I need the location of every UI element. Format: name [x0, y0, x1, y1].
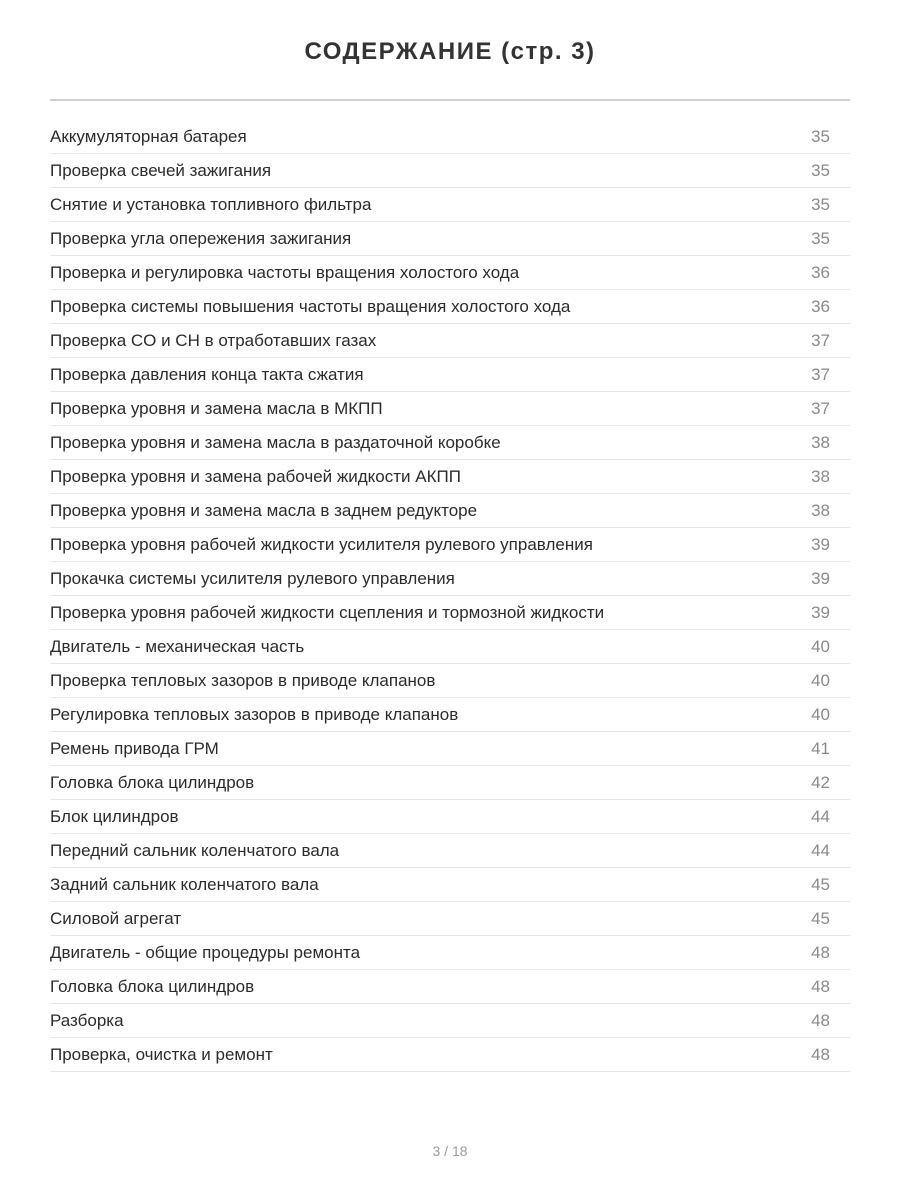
toc-entry[interactable]	[50, 902, 850, 936]
toc-entry-title: Проверка и регулировка частоты вращения холостого хода	[50, 262, 520, 282]
toc-entry-page-number: 39	[811, 568, 830, 588]
toc-entry-page-number: 38	[811, 500, 830, 520]
toc-entry-page-number: 35	[811, 126, 830, 146]
toc-entry-title: Регулировка тепловых зазоров в приводе клапанов	[50, 704, 459, 724]
toc-entry-page-number: 40	[811, 704, 830, 724]
page-title: СОДЕРЖАНИЕ (стр. 3)	[304, 38, 596, 65]
toc-entry-page-number: 42	[811, 772, 830, 792]
toc-entry-page-number: 35	[811, 194, 830, 214]
toc-entry-page-number: 40	[811, 636, 830, 656]
toc-entry[interactable]	[50, 392, 850, 426]
toc-entry[interactable]	[50, 562, 850, 596]
toc-entry[interactable]	[50, 834, 850, 868]
toc-entry-title: Силовой агрегат	[50, 908, 182, 928]
toc-entry-title: Снятие и установка топливного фильтра	[50, 194, 372, 214]
toc-entry-page-number: 37	[811, 398, 830, 418]
toc-entry[interactable]	[50, 426, 850, 460]
toc-entry-title: Двигатель - общие процедуры ремонта	[50, 942, 361, 962]
toc-entry-title: Проверка уровня и замена рабочей жидкости АКПП	[50, 466, 461, 486]
toc-entry-page-number: 40	[811, 670, 830, 690]
toc-entry[interactable]	[50, 970, 850, 1004]
toc-entry-page-number: 39	[811, 602, 830, 622]
toc-entry[interactable]	[50, 460, 850, 494]
toc-entry-title: Головка блока цилиндров	[50, 976, 255, 996]
toc-entry-page-number: 45	[811, 908, 830, 928]
toc-entry-title: Проверка системы повышения частоты вращения холостого хода	[50, 296, 571, 316]
toc-entry[interactable]	[50, 290, 850, 324]
toc-entry-page-number: 41	[811, 738, 830, 758]
toc-entry-page-number: 37	[811, 364, 830, 384]
title-divider	[50, 99, 850, 101]
toc-entry-title: Двигатель - механическая часть	[50, 636, 305, 656]
toc-entry[interactable]	[50, 528, 850, 562]
toc-entry-page-number: 39	[811, 534, 830, 554]
toc-entry-page-number: 36	[811, 262, 830, 282]
toc-entry-page-number: 48	[811, 976, 830, 996]
toc-entry-page-number: 38	[811, 432, 830, 452]
toc-entry-page-number: 48	[811, 942, 830, 962]
toc-entry[interactable]	[50, 868, 850, 902]
toc-entry-page-number: 36	[811, 296, 830, 316]
toc-entry[interactable]	[50, 698, 850, 732]
page-indicator: 3 / 18	[432, 1143, 468, 1159]
toc-entry[interactable]	[50, 1004, 850, 1038]
toc-entry-title: Разборка	[50, 1010, 124, 1030]
toc-entry[interactable]	[50, 732, 850, 766]
toc-entry-title: Проверка уровня и замена масла в заднем редукторе	[50, 500, 478, 520]
toc-entry[interactable]	[50, 154, 850, 188]
table-of-contents	[50, 120, 850, 1072]
toc-entry-page-number: 37	[811, 330, 830, 350]
toc-entry-title: Проверка угла опережения зажигания	[50, 228, 352, 248]
toc-entry[interactable]	[50, 222, 850, 256]
toc-entry[interactable]	[50, 494, 850, 528]
toc-entry[interactable]	[50, 256, 850, 290]
toc-entry-page-number: 44	[811, 806, 830, 826]
toc-entry[interactable]	[50, 358, 850, 392]
toc-entry-title: Проверка свечей зажигания	[50, 160, 272, 180]
toc-entry-title: Проверка CO и CH в отработавших газах	[50, 330, 377, 350]
toc-entry[interactable]	[50, 1038, 850, 1072]
toc-entry[interactable]	[50, 324, 850, 358]
toc-entry[interactable]	[50, 800, 850, 834]
toc-entry-title: Ремень привода ГРМ	[50, 738, 219, 758]
toc-entry-title: Проверка давления конца такта сжатия	[50, 364, 364, 384]
toc-entry[interactable]	[50, 630, 850, 664]
toc-entry[interactable]	[50, 596, 850, 630]
toc-entry-title: Проверка уровня и замена масла в раздаточной коробке	[50, 432, 501, 452]
toc-entry-title: Проверка уровня рабочей жидкости сцепления и тормозной жидкости	[50, 602, 605, 622]
toc-entry-title: Головка блока цилиндров	[50, 772, 255, 792]
toc-entry[interactable]	[50, 766, 850, 800]
toc-entry[interactable]	[50, 120, 850, 154]
toc-entry-page-number: 48	[811, 1010, 830, 1030]
toc-entry-title: Аккумуляторная батарея	[50, 126, 247, 146]
toc-entry[interactable]	[50, 188, 850, 222]
toc-entry-title: Проверка уровня и замена масла в МКПП	[50, 398, 383, 418]
toc-entry-page-number: 38	[811, 466, 830, 486]
toc-entry-page-number: 35	[811, 160, 830, 180]
toc-entry-page-number: 45	[811, 874, 830, 894]
toc-entry-title: Блок цилиндров	[50, 806, 179, 826]
toc-entry-title: Проверка тепловых зазоров в приводе клапанов	[50, 670, 436, 690]
toc-entry-title: Задний сальник коленчатого вала	[50, 874, 319, 894]
toc-entry-title: Проверка уровня рабочей жидкости усилителя рулевого управления	[50, 534, 593, 554]
toc-entry-title: Прокачка системы усилителя рулевого управления	[50, 568, 455, 588]
toc-entry[interactable]	[50, 936, 850, 970]
toc-entry-title: Передний сальник коленчатого вала	[50, 840, 340, 860]
toc-entry[interactable]	[50, 664, 850, 698]
toc-entry-page-number: 44	[811, 840, 830, 860]
toc-entry-title: Проверка, очистка и ремонт	[50, 1044, 273, 1064]
toc-entry-page-number: 48	[811, 1044, 830, 1064]
toc-entry-page-number: 35	[811, 228, 830, 248]
